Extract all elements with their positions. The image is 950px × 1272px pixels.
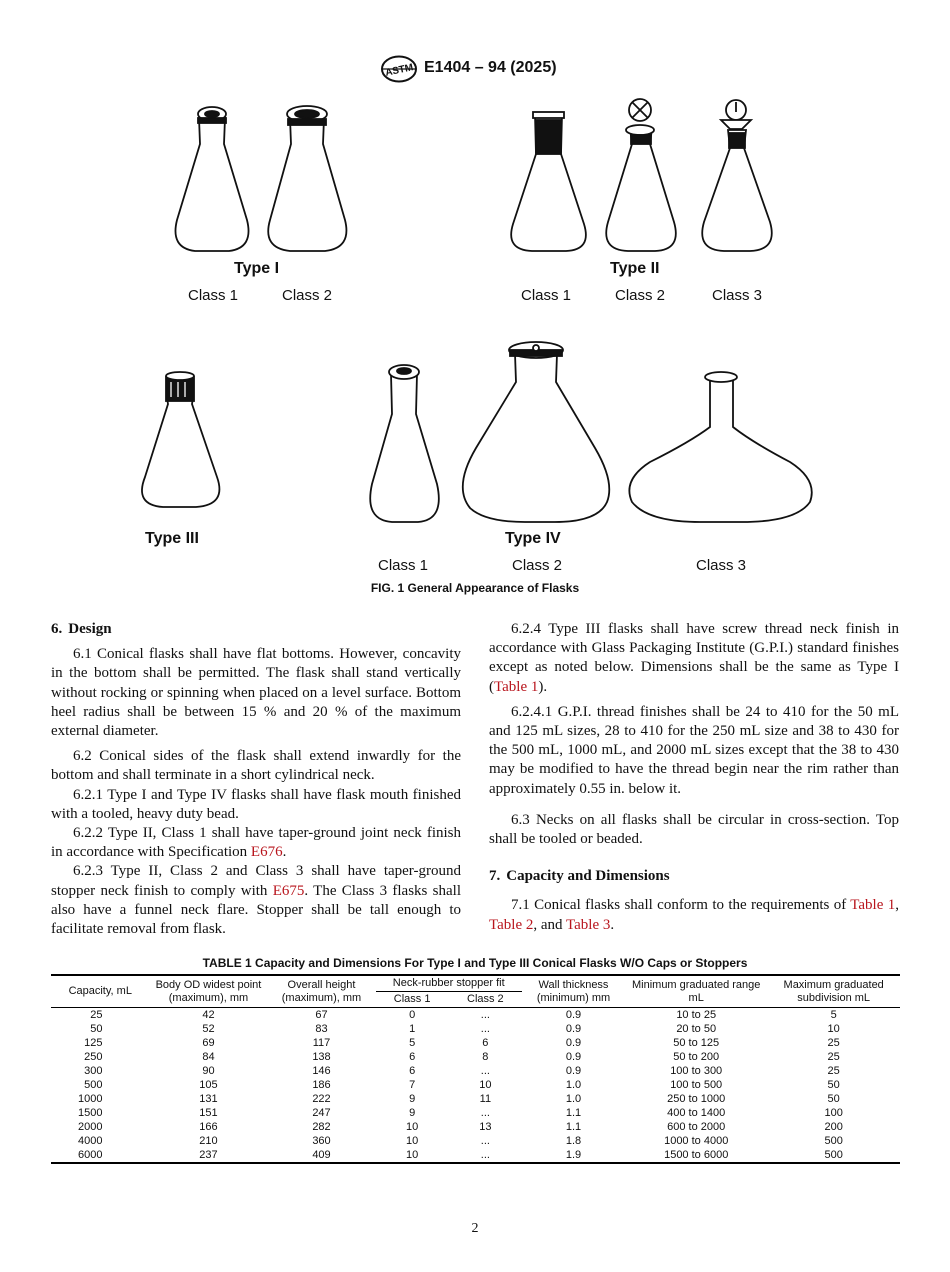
section-number: 7. [489, 868, 501, 885]
table-cell: 0 [409, 1009, 416, 1021]
table-cell: ... [480, 1135, 490, 1147]
paragraph-6-2: 6.2 Conical sides of the flask shall extend inwardly for the bottom and shall terminate in a short cylindrical neck. [51, 748, 461, 784]
table-cell: 25 [827, 1037, 840, 1049]
table-cell: 146 [312, 1065, 331, 1077]
table-cell: 7 [409, 1079, 416, 1091]
table-cell: 1.0 [565, 1079, 582, 1091]
label-type4-class1: Class 1 [378, 557, 429, 574]
table-cell: 50 [827, 1079, 840, 1091]
table-cell: 100 to 300 [670, 1065, 723, 1077]
flask-illustrations [0, 92, 950, 572]
table-cell: 0.9 [565, 1023, 582, 1035]
label-type1: Type I [234, 260, 280, 277]
flask-type1-class1 [175, 107, 248, 251]
text: . [610, 916, 615, 933]
flask-type3 [142, 372, 219, 507]
table-cell: ... [480, 1023, 490, 1035]
label-type2: Type II [610, 260, 660, 277]
table-cell: 1000 [78, 1093, 103, 1105]
table-cell: 11 [479, 1093, 492, 1105]
col-header-height: Overall height (maximum), mm [267, 975, 375, 1008]
table-cell: 9 [409, 1093, 416, 1105]
table-cell: 10 [406, 1135, 419, 1147]
section-title: Capacity and Dimensions [506, 868, 670, 885]
section-heading-capacity [489, 867, 899, 886]
table-cell: 13 [479, 1121, 492, 1133]
table-cell: 166 [199, 1121, 218, 1133]
table-cell: 69 [202, 1037, 215, 1049]
label-type4-class2: Class 2 [512, 557, 563, 574]
table-cell: 6 [409, 1051, 416, 1063]
table-cell: 2000 [78, 1121, 103, 1133]
table-row [51, 1036, 900, 1050]
table-cell: 42 [202, 1009, 215, 1021]
col-header-wall: Wall thickness (minimum) mm [522, 975, 625, 1008]
link-table-1[interactable]: Table 1 [494, 678, 539, 695]
flask-type2-class2 [606, 99, 676, 251]
flask-type2-class1 [511, 112, 586, 251]
document-designation: E1404 – 94 (2025) [424, 59, 557, 76]
text: 6.2.2 Type II, Class 1 shall have taper-ground joint neck finish in accordance with Specification [51, 825, 461, 861]
table-cell: 67 [315, 1009, 328, 1021]
astm-logo-icon [380, 55, 418, 83]
table-cell: 25 [827, 1051, 840, 1063]
col-header-stopper-group: Neck-rubber stopper fit [376, 975, 522, 992]
table-cell: 400 to 1400 [667, 1107, 726, 1119]
table-cell: 0.9 [565, 1051, 582, 1063]
table-cell: 409 [267, 1148, 375, 1163]
table-cell: 1.9 [522, 1148, 625, 1163]
table-cell: 1500 to 6000 [625, 1148, 767, 1163]
table-row [51, 1134, 900, 1148]
table-cell: 600 to 2000 [667, 1121, 726, 1133]
table-cell: 10 [376, 1148, 449, 1163]
table-cell: 1.1 [565, 1121, 582, 1133]
table-cell: 1500 [78, 1107, 103, 1119]
table-cell: 300 [84, 1065, 103, 1077]
table-cell: 25 [90, 1009, 103, 1021]
table-cell: 20 to 50 [676, 1023, 717, 1035]
table-cell: 5 [830, 1009, 837, 1021]
table-cell: 186 [312, 1079, 331, 1091]
table-row [51, 1078, 900, 1092]
section-number: 6. [51, 621, 63, 637]
flask-type1-class2 [268, 106, 346, 251]
table-row [51, 1022, 900, 1036]
table-cell: 6000 [51, 1148, 150, 1163]
table-cell: 90 [202, 1065, 215, 1077]
table-cell: 237 [150, 1148, 268, 1163]
table-cell: 500 [767, 1148, 900, 1163]
table-row [51, 1148, 900, 1163]
table-cell: 9 [409, 1107, 416, 1119]
table-cell: 1.0 [565, 1093, 582, 1105]
paragraph-6-2-4-1: 6.2.4.1 G.P.I. thread finishes shall be 24 to 410 for the 50 mL and 125 mL sizes, 28 to 410 for the 250 mL size and 38 to 430 for the 500 mL, 1000 mL, and 2000 mL sizes except that the 38 to 430 may be modified to have the thread begin near the rim rather than approximately 0.55 in. below it. [489, 703, 899, 797]
paragraph-6-2-4 [489, 620, 899, 697]
table-cell: 105 [199, 1079, 218, 1091]
table-cell: 10 to 25 [676, 1009, 717, 1021]
text: 7.1 Conical flasks shall conform to the requirements of [511, 897, 851, 914]
table-cell: 25 [827, 1065, 840, 1077]
link-e675[interactable]: E675 [272, 882, 305, 899]
table-cell: 0.9 [565, 1037, 582, 1049]
figure-caption: FIG. 1 General Appearance of Flasks [370, 581, 580, 595]
table-cell: 125 [84, 1037, 103, 1049]
paragraph-6-2-3 [51, 862, 461, 939]
table-cell: 10 [406, 1121, 419, 1133]
table-cell: 500 [84, 1079, 103, 1091]
table-cell: 10 [479, 1079, 492, 1091]
text: , [895, 897, 899, 914]
paragraph-7-1 [489, 896, 899, 934]
table-row [51, 1050, 900, 1064]
link-table-1[interactable]: Table 1 [850, 897, 896, 914]
col-header-body-od: Body OD widest point (maximum), mm [150, 975, 268, 1008]
table-cell: 250 [84, 1051, 103, 1063]
text: 6.2.4 Type III flasks shall have screw thread neck finish in accordance with Glass Packaging Institute (G.P.I.) standard finishes except as noted below. Dimensions shall be the same as Type I ( [489, 621, 899, 695]
table-cell: ... [480, 1009, 490, 1021]
label-type4-class3: Class 3 [696, 557, 747, 574]
col-header-max-sub: Maximum graduated subdivision mL [767, 975, 900, 1008]
table-cell: ... [480, 1065, 490, 1077]
column-right [489, 620, 899, 941]
label-type2-class1: Class 1 [521, 287, 572, 304]
table-cell: 138 [312, 1051, 331, 1063]
paragraph-6-1: 6.1 Conical flasks shall have flat bottoms. However, concavity in the bottom shall be permitted. The flask shall stand vertically without rocking or spinning when placed on a level surface. Bottom heel radius shall be between 15 % and 20 % of the maximum external diameter. [51, 646, 461, 740]
table-row [51, 1008, 900, 1023]
link-table-3[interactable]: Table 3 [566, 916, 611, 933]
paragraph-6-2-1: 6.2.1 Type I and Type IV flasks shall have flask mouth finished with a tooled, heavy duty bead. [51, 786, 461, 822]
page-number: 2 [471, 1221, 479, 1236]
col-header-class2: Class 2 [449, 992, 522, 1008]
flask-type4-class1 [370, 365, 439, 522]
table-cell: 50 [827, 1093, 840, 1105]
paragraph-6-2-2 [51, 824, 461, 862]
table-cell: 0.9 [565, 1065, 582, 1077]
section-title: Design [68, 621, 112, 637]
table-cell: 151 [199, 1107, 218, 1119]
label-type2-class3: Class 3 [712, 287, 763, 304]
flask-type4-class2 [463, 342, 610, 522]
table-cell: 500 [824, 1135, 843, 1147]
table-cell: 282 [312, 1121, 331, 1133]
col-header-capacity: Capacity, mL [51, 975, 150, 1008]
table-row [51, 1092, 900, 1106]
figure-flasks [0, 92, 950, 595]
table-cell: 50 to 125 [673, 1037, 720, 1049]
page-header [0, 55, 950, 85]
table-cell: 50 to 200 [673, 1051, 720, 1063]
paragraph-6-3: 6.3 Necks on all flasks shall be circular in cross-section. Top shall be tooled or beaded. [489, 811, 899, 848]
flask-type4-class3 [629, 372, 811, 522]
table-row [51, 1120, 900, 1134]
table-cell: 247 [312, 1107, 331, 1119]
col-header-min-range: Minimum graduated range mL [625, 975, 767, 1008]
text: , and [533, 916, 566, 933]
text: 6.2.3 Type II, Class 2 and Class 3 shall have taper-ground stopper neck finish to comply with [51, 863, 461, 899]
table-cell: ... [449, 1148, 522, 1163]
table-cell: ... [480, 1107, 490, 1119]
table-cell: 100 [824, 1107, 843, 1119]
table-cell: 360 [312, 1135, 331, 1147]
table-cell: 1 [409, 1023, 416, 1035]
table-cell: 50 [90, 1023, 103, 1035]
label-type4: Type IV [505, 530, 561, 547]
link-table-2[interactable]: Table 2 [489, 916, 534, 933]
table-cell: 6 [409, 1065, 416, 1077]
text: . The Class 3 flasks shall also have a funnel neck flare. Stopper shall be tall enough to facilitate removal from flask. [51, 882, 461, 938]
table-row [51, 1064, 900, 1078]
table-row [51, 1106, 900, 1120]
table-cell: 210 [199, 1135, 218, 1147]
table-body [51, 1008, 900, 1164]
label-type1-class2: Class 2 [282, 287, 333, 304]
label-type2-class2: Class 2 [615, 287, 666, 304]
table-cell: 250 to 1000 [667, 1093, 726, 1105]
table-cell: 0.9 [565, 1009, 582, 1021]
col-header-class1: Class 1 [376, 992, 449, 1008]
table-cell: 6 [482, 1037, 489, 1049]
svg-text:ASTM: ASTM [384, 62, 415, 79]
column-left [51, 620, 461, 945]
table-cell: 1000 to 4000 [664, 1135, 729, 1147]
table-cell: 8 [482, 1051, 489, 1063]
table-cell: 222 [312, 1093, 331, 1105]
table-cell: 4000 [78, 1135, 103, 1147]
link-e676[interactable]: E676 [250, 844, 283, 861]
section-heading-design [51, 620, 461, 639]
text: . [282, 844, 287, 861]
table-cell: 100 to 500 [670, 1079, 723, 1091]
table-cell: 52 [202, 1023, 215, 1035]
table-cell: 200 [824, 1121, 843, 1133]
label-type3: Type III [145, 530, 199, 547]
label-type1-class1: Class 1 [188, 287, 239, 304]
table-cell: 131 [199, 1093, 218, 1105]
text: ). [538, 678, 548, 695]
table-cell: 84 [202, 1051, 215, 1063]
table-cell: 1.8 [565, 1135, 582, 1147]
table-1 [51, 974, 900, 1164]
table-cell: 117 [312, 1037, 331, 1049]
table-caption: TABLE 1 Capacity and Dimensions For Type I and Type III Conical Flasks W/O Caps or Stoppers [202, 956, 748, 970]
table-cell: 5 [409, 1037, 416, 1049]
table-cell: 10 [827, 1023, 840, 1035]
table-cell: 83 [315, 1023, 328, 1035]
table-cell: 1.1 [565, 1107, 582, 1119]
flask-type2-class3 [702, 100, 772, 251]
